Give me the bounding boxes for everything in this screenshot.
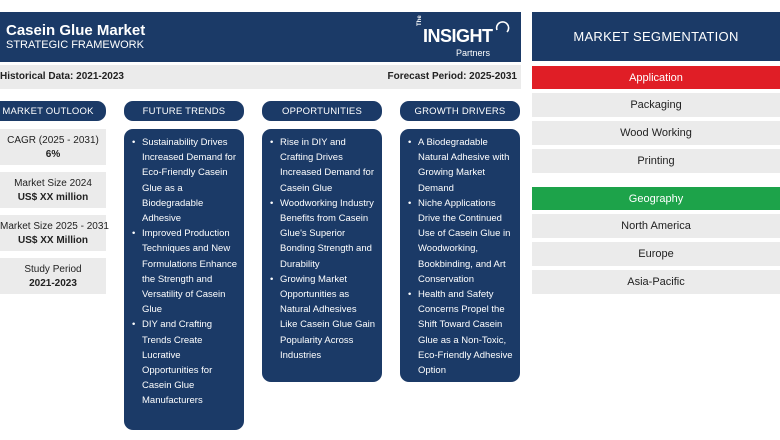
segment-item-wood-working: Wood Working xyxy=(532,121,780,145)
forecast-period-label: Forecast Period: 2025-2031 xyxy=(387,71,517,82)
list-item: • Niche Applications Drive the Continued Use of Casein Glue in Woodworking, Bookbinding, and Art Conservation xyxy=(408,196,514,287)
future-trends-panel xyxy=(124,129,244,430)
list-item: • Growing Market Opportunities as Natural Adhesives Like Casein Glue Gain Popularity Across Industries xyxy=(270,272,376,363)
segment-item-packaging: Packaging xyxy=(532,93,780,117)
outlook-label: CAGR (2025 - 2031) xyxy=(7,135,99,146)
list-item: • Woodworking Industry Benefits from Casein Glue's Superior Bonding Strength and Durability xyxy=(270,196,376,272)
segment-category-geography: Geography xyxy=(532,187,780,210)
report-header xyxy=(0,12,521,62)
logo-the-text: The xyxy=(417,15,423,26)
outlook-label: Market Size 2024 xyxy=(14,178,92,189)
logo-swoosh-icon xyxy=(495,20,511,36)
outlook-value: 2021-2023 xyxy=(29,278,77,289)
list-item: • Sustainability Drives Increased Demand for Eco-Friendly Casein Glue as a Biodegradable Adhesive xyxy=(132,135,238,226)
list-item: • Health and Safety Concerns Propel the Shift Toward Casein Glue as a Non-Toxic, Eco-Friendly Adhesive Option xyxy=(408,287,514,378)
list-item: • Rise in DIY and Crafting Drives Increased Demand for Casein Glue xyxy=(270,135,376,196)
outlook-label: Market Size 2025 - 2031 xyxy=(0,221,109,232)
segment-item-asia-pacific: Asia-Pacific xyxy=(532,270,780,294)
outlook-market-size-2024-box xyxy=(0,172,106,208)
list-item: • DIY and Crafting Trends Create Lucrative Opportunities for Casein Glue Manufacturers xyxy=(132,317,238,408)
outlook-cagr-box xyxy=(0,129,106,165)
opportunities-heading: OPPORTUNITIES xyxy=(262,101,382,121)
growth-drivers-heading: GROWTH DRIVERS xyxy=(400,101,520,121)
list-item: • A Biodegradable Natural Adhesive with Growing Market Demand xyxy=(408,135,514,196)
segment-item-north-america: North America xyxy=(532,214,780,238)
future-trends-heading: FUTURE TRENDS xyxy=(124,101,244,121)
logo-brand-text: INSIGHT xyxy=(423,26,493,46)
outlook-value: US$ XX million xyxy=(17,192,89,203)
opportunities-panel xyxy=(262,129,382,382)
insight-partners-logo xyxy=(417,15,511,60)
market-segmentation-heading: MARKET SEGMENTATION xyxy=(532,12,780,61)
segment-item-printing: Printing xyxy=(532,149,780,173)
period-bar xyxy=(0,65,521,89)
outlook-market-size-forecast-box xyxy=(0,215,109,251)
market-outlook-heading: MARKET OUTLOOK xyxy=(0,101,106,121)
segment-category-application: Application xyxy=(532,66,780,89)
logo-partners-text: Partners xyxy=(456,48,491,58)
page-subtitle: STRATEGIC FRAMEWORK xyxy=(6,39,144,51)
growth-drivers-panel xyxy=(400,129,520,382)
page-title: Casein Glue Market xyxy=(6,22,146,39)
outlook-value: US$ XX Million xyxy=(17,235,88,246)
outlook-label: Study Period xyxy=(24,264,82,275)
segment-item-europe: Europe xyxy=(532,242,780,266)
outlook-study-period-box xyxy=(0,258,106,294)
list-item: • Improved Production Techniques and New Formulations Enhance the Strength and Versatility of Casein Glue xyxy=(132,226,238,317)
outlook-value: 6% xyxy=(45,149,61,160)
historical-data-label: Historical Data: 2021-2023 xyxy=(0,71,124,82)
